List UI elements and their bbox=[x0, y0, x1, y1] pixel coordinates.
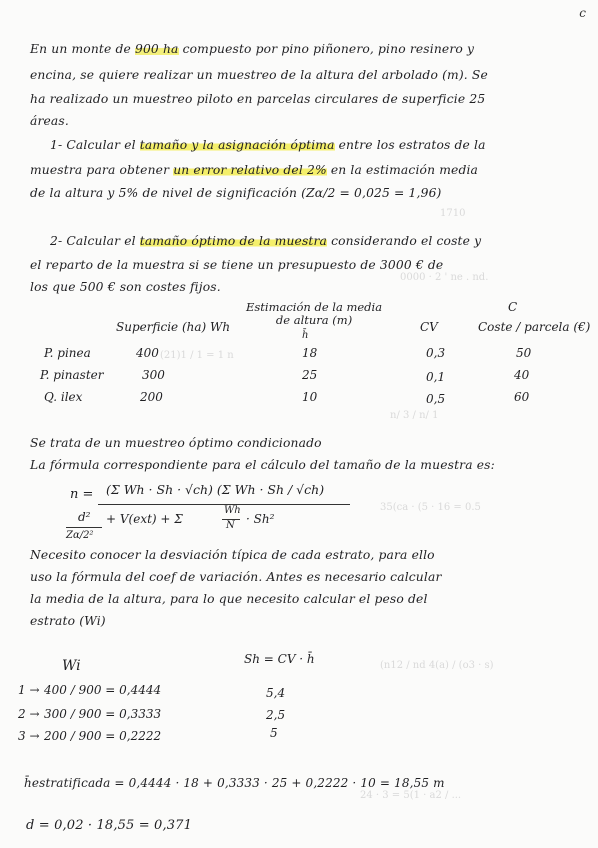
need-line-2: uso la fórmula del coef de variación. Antes es necesario calcular bbox=[30, 570, 442, 584]
row-altura: 25 bbox=[302, 368, 318, 382]
need-line-1: Necesito conocer la desviación típica de cada estrato, para ello bbox=[30, 548, 435, 562]
highlight-tamano-optimo: tamaño óptimo de la muestra bbox=[139, 234, 328, 248]
header-estimacion-symbol: h̄ bbox=[302, 330, 309, 341]
weight-row-index: 2 → bbox=[18, 707, 40, 721]
weight-row-index: 3 → bbox=[18, 729, 40, 743]
q1-line-1: 1- Calcular el tamaño y la asignación óptima entre los estratos de la bbox=[50, 138, 486, 152]
explanation-line-1: Se trata de un muestreo óptimo condicionado bbox=[30, 436, 322, 450]
row-name: Q. ilex bbox=[44, 390, 83, 404]
row-cv: 0,3 bbox=[426, 346, 446, 360]
formula-lhs: n = bbox=[70, 487, 94, 502]
row-cv: 0,1 bbox=[426, 370, 446, 384]
intro-line-1: En un monte de 900 ha compuesto por pino piñonero, pino resinero y bbox=[30, 42, 475, 56]
formula-denominator-vext: + V(ext) + Σ bbox=[106, 512, 183, 526]
formula-denominator-d2: d² bbox=[78, 510, 91, 524]
need-line-4: estrato (Wi) bbox=[30, 614, 106, 628]
weight-row-sh: 5 bbox=[270, 726, 278, 740]
bleed-through-mark: 24 · 3 = 5(1 · a2 / ... bbox=[360, 790, 462, 801]
row-altura: 10 bbox=[302, 390, 318, 404]
row-coste: 50 bbox=[516, 346, 532, 360]
sh-label: Sh = CV · h̄ bbox=[244, 652, 315, 666]
intro-line-4: áreas. bbox=[30, 114, 69, 128]
q1-line-3: de la altura y 5% de nivel de significación (Zα/2 = 0,025 = 1,96) bbox=[30, 186, 442, 200]
q2-line-1: 2- Calcular el tamaño óptimo de la muestra considerando el coste y bbox=[50, 234, 482, 248]
wi-label: Wi bbox=[62, 658, 81, 674]
header-cv: CV bbox=[420, 320, 438, 334]
d-calculation: d = 0,02 · 18,55 = 0,371 bbox=[26, 818, 193, 833]
bleed-through-mark: 1710 bbox=[440, 208, 466, 219]
row-coste: 40 bbox=[514, 368, 530, 382]
need-line-3: la media de la altura, para lo que necesito calcular el peso del bbox=[30, 592, 428, 606]
formula-inner-bar bbox=[66, 527, 102, 528]
intro-line-3: ha realizado un muestreo piloto en parcelas circulares de superficie 25 bbox=[30, 92, 486, 106]
header-superficie: Superficie (ha) Wh bbox=[116, 320, 231, 334]
bleed-through-mark: (n12 / nd 4(a) / (o3 · s) bbox=[380, 660, 494, 671]
formula-numerator: (Σ Wh · Sh · √ch) (Σ Wh · Sh / √ch) bbox=[106, 482, 325, 497]
explanation-line-2: La fórmula correspondiente para el cálculo del tamaño de la muestra es: bbox=[30, 458, 495, 472]
row-name: P. pinaster bbox=[40, 368, 104, 382]
formula-frac-n: N bbox=[226, 520, 235, 531]
formula-frac-wh: Wh bbox=[224, 505, 241, 516]
weight-row-calc: 300 / 900 = 0,3333 bbox=[44, 707, 162, 721]
intro-line-2: encina, se quiere realizar un muestreo de la altura del arbolado (m). Se bbox=[30, 68, 488, 82]
row-cv: 0,5 bbox=[426, 392, 446, 406]
formula-denominator-sh2: · Sh² bbox=[246, 512, 275, 526]
weight-row-sh: 2,5 bbox=[266, 708, 286, 722]
q1-line-2: muestra para obtener un error relativo del 2% en la estimación media bbox=[30, 163, 479, 177]
row-name: P. pinea bbox=[44, 346, 91, 360]
weight-row-index: 1 → bbox=[18, 683, 40, 697]
bleed-through-mark: 0000 · 2 ' ne . nd. bbox=[400, 272, 489, 283]
q2-line-2: el reparto de la muestra si se tiene un presupuesto de 3000 € de bbox=[30, 258, 444, 272]
bleed-through-mark: 35(ca · (5 · 16 = 0.5 bbox=[380, 502, 481, 513]
page-corner-mark: c bbox=[579, 6, 586, 20]
h-estratificada: h̄estratificada = 0,4444 · 18 + 0,3333 · 25 + 0,2222 · 10 = 18,55 m bbox=[24, 776, 445, 790]
highlight-error-relativo: un error relativo del 2% bbox=[173, 163, 327, 177]
row-coste: 60 bbox=[514, 390, 530, 404]
q2-line-3: los que 500 € son costes fijos. bbox=[30, 280, 221, 294]
row-superficie: 300 bbox=[142, 368, 165, 382]
row-superficie: 400 bbox=[136, 346, 159, 360]
formula-denominator-z: Zα/2² bbox=[66, 530, 94, 541]
weight-row-calc: 400 / 900 = 0,4444 bbox=[44, 683, 162, 697]
row-altura: 18 bbox=[302, 346, 318, 360]
highlight-900ha: 900 ha bbox=[134, 42, 179, 56]
highlight-tamano-asignacion: tamaño y la asignación óptima bbox=[139, 138, 335, 152]
weight-row-sh: 5,4 bbox=[266, 686, 286, 700]
header-coste: Coste / parcela (€) bbox=[478, 320, 591, 334]
bleed-through-mark: (21)1 / 1 = 1 n bbox=[160, 350, 234, 361]
weight-row-calc: 200 / 900 = 0,2222 bbox=[44, 729, 162, 743]
header-estimacion: Estimación de la media de altura (m) bbox=[246, 300, 383, 327]
bleed-through-mark: n/ 3 / n/ 1 bbox=[390, 410, 439, 421]
row-superficie: 200 bbox=[140, 390, 163, 404]
header-c: C bbox=[508, 300, 518, 314]
